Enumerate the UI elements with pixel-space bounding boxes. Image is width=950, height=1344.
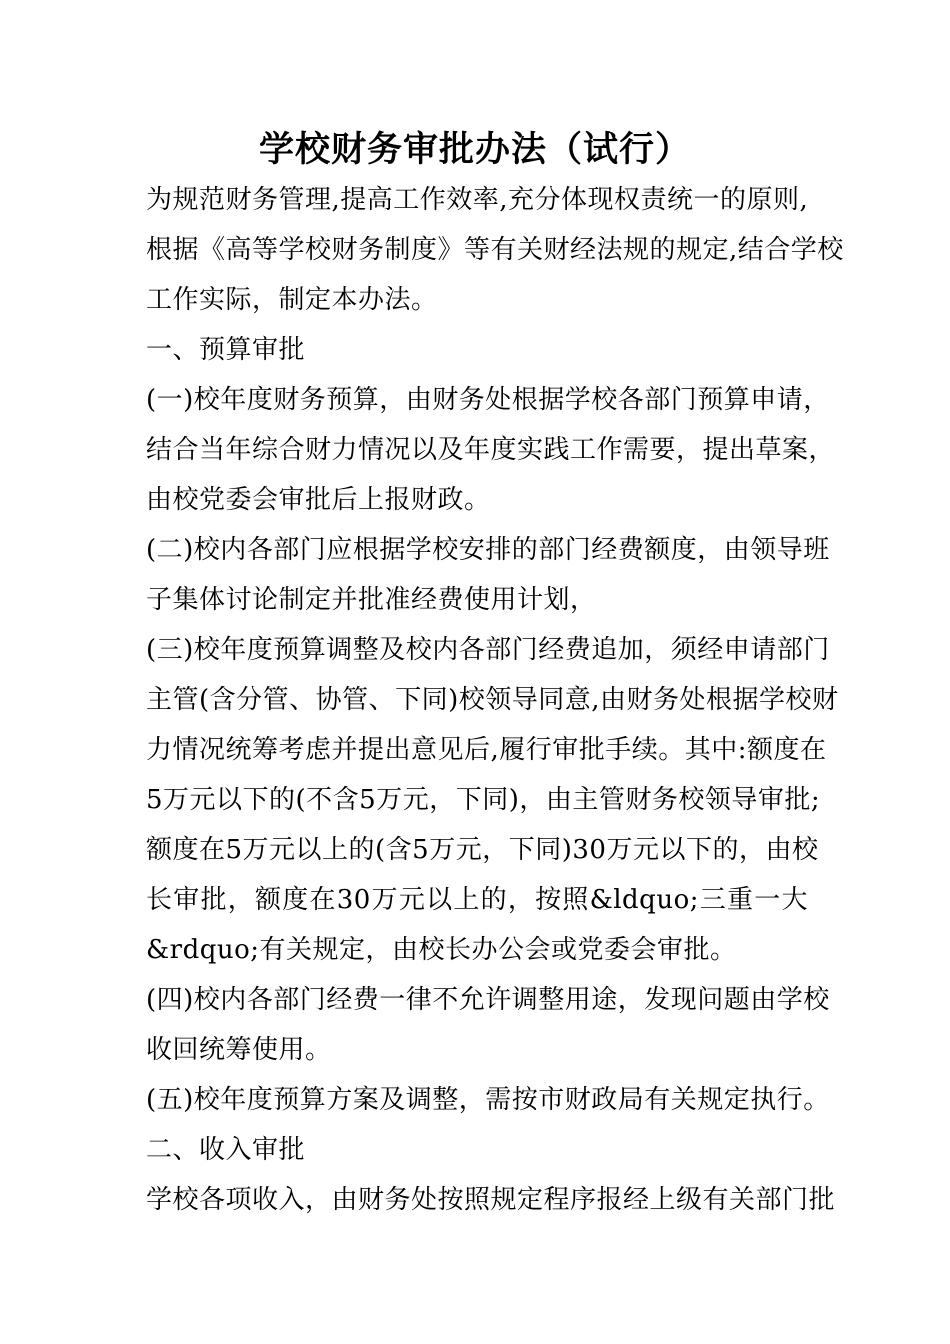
paragraph-line: 长审批，额度在30万元以上的，按照&ldquo;三重一大 <box>146 885 808 915</box>
paragraph-line: 收回统筹使用。 <box>146 1035 332 1065</box>
paragraph-line: 主管(含分管、协管、下同)校领导同意,由财务处根据学校财 <box>146 685 839 715</box>
paragraph-line: (四)校内各部门经费一律不允许调整用途，发现问题由学校 <box>146 985 830 1015</box>
paragraph-line: 根据《高等学校财务制度》等有关财经法规的规定,结合学校 <box>146 235 844 265</box>
paragraph-line: 力情况统筹考虑并提出意见后,履行审批手续。其中:额度在 <box>146 735 827 765</box>
section-heading: 二、收入审批 <box>146 1135 306 1165</box>
paragraph-line: (三)校年度预算调整及校内各部门经费追加，须经申请部门 <box>146 635 830 665</box>
paragraph-line: (五)校年度预算方案及调整，需按市财政局有关规定执行。 <box>146 1085 830 1115</box>
section-heading: 一、预算审批 <box>146 335 306 365</box>
paragraph-line: 为规范财务管理,提高工作效率,充分体现权责统一的原则, <box>146 185 809 215</box>
paragraph-line: (二)校内各部门应根据学校安排的部门经费额度，由领导班 <box>146 535 830 565</box>
paragraph-line: 学校各项收入，由财务处按照规定程序报经上级有关部门批 <box>146 1185 836 1215</box>
paragraph-line: 子集体讨论制定并批准经费使用计划， <box>146 585 597 615</box>
paragraph-line: 5万元以下的(不含5万元，下同)，由主管财务校领导审批; <box>146 785 821 815</box>
paragraph-line: 由校党委会审批后上报财政。 <box>146 485 491 515</box>
paragraph-line: 额度在5万元以上的(含5万元，下同)30万元以下的，由校 <box>146 835 819 865</box>
paragraph-line: (一)校年度财务预算，由财务处根据学校各部门预算申请， <box>146 385 830 415</box>
paragraph-line: &rdquo;有关规定，由校长办公会或党委会审批。 <box>146 935 737 965</box>
document-title: 学校财务审批办法（试行） <box>258 129 691 170</box>
paragraph-line: 工作实际，制定本办法。 <box>146 285 438 315</box>
paragraph-line: 结合当年综合财力情况以及年度实践工作需要，提出草案， <box>146 435 836 465</box>
